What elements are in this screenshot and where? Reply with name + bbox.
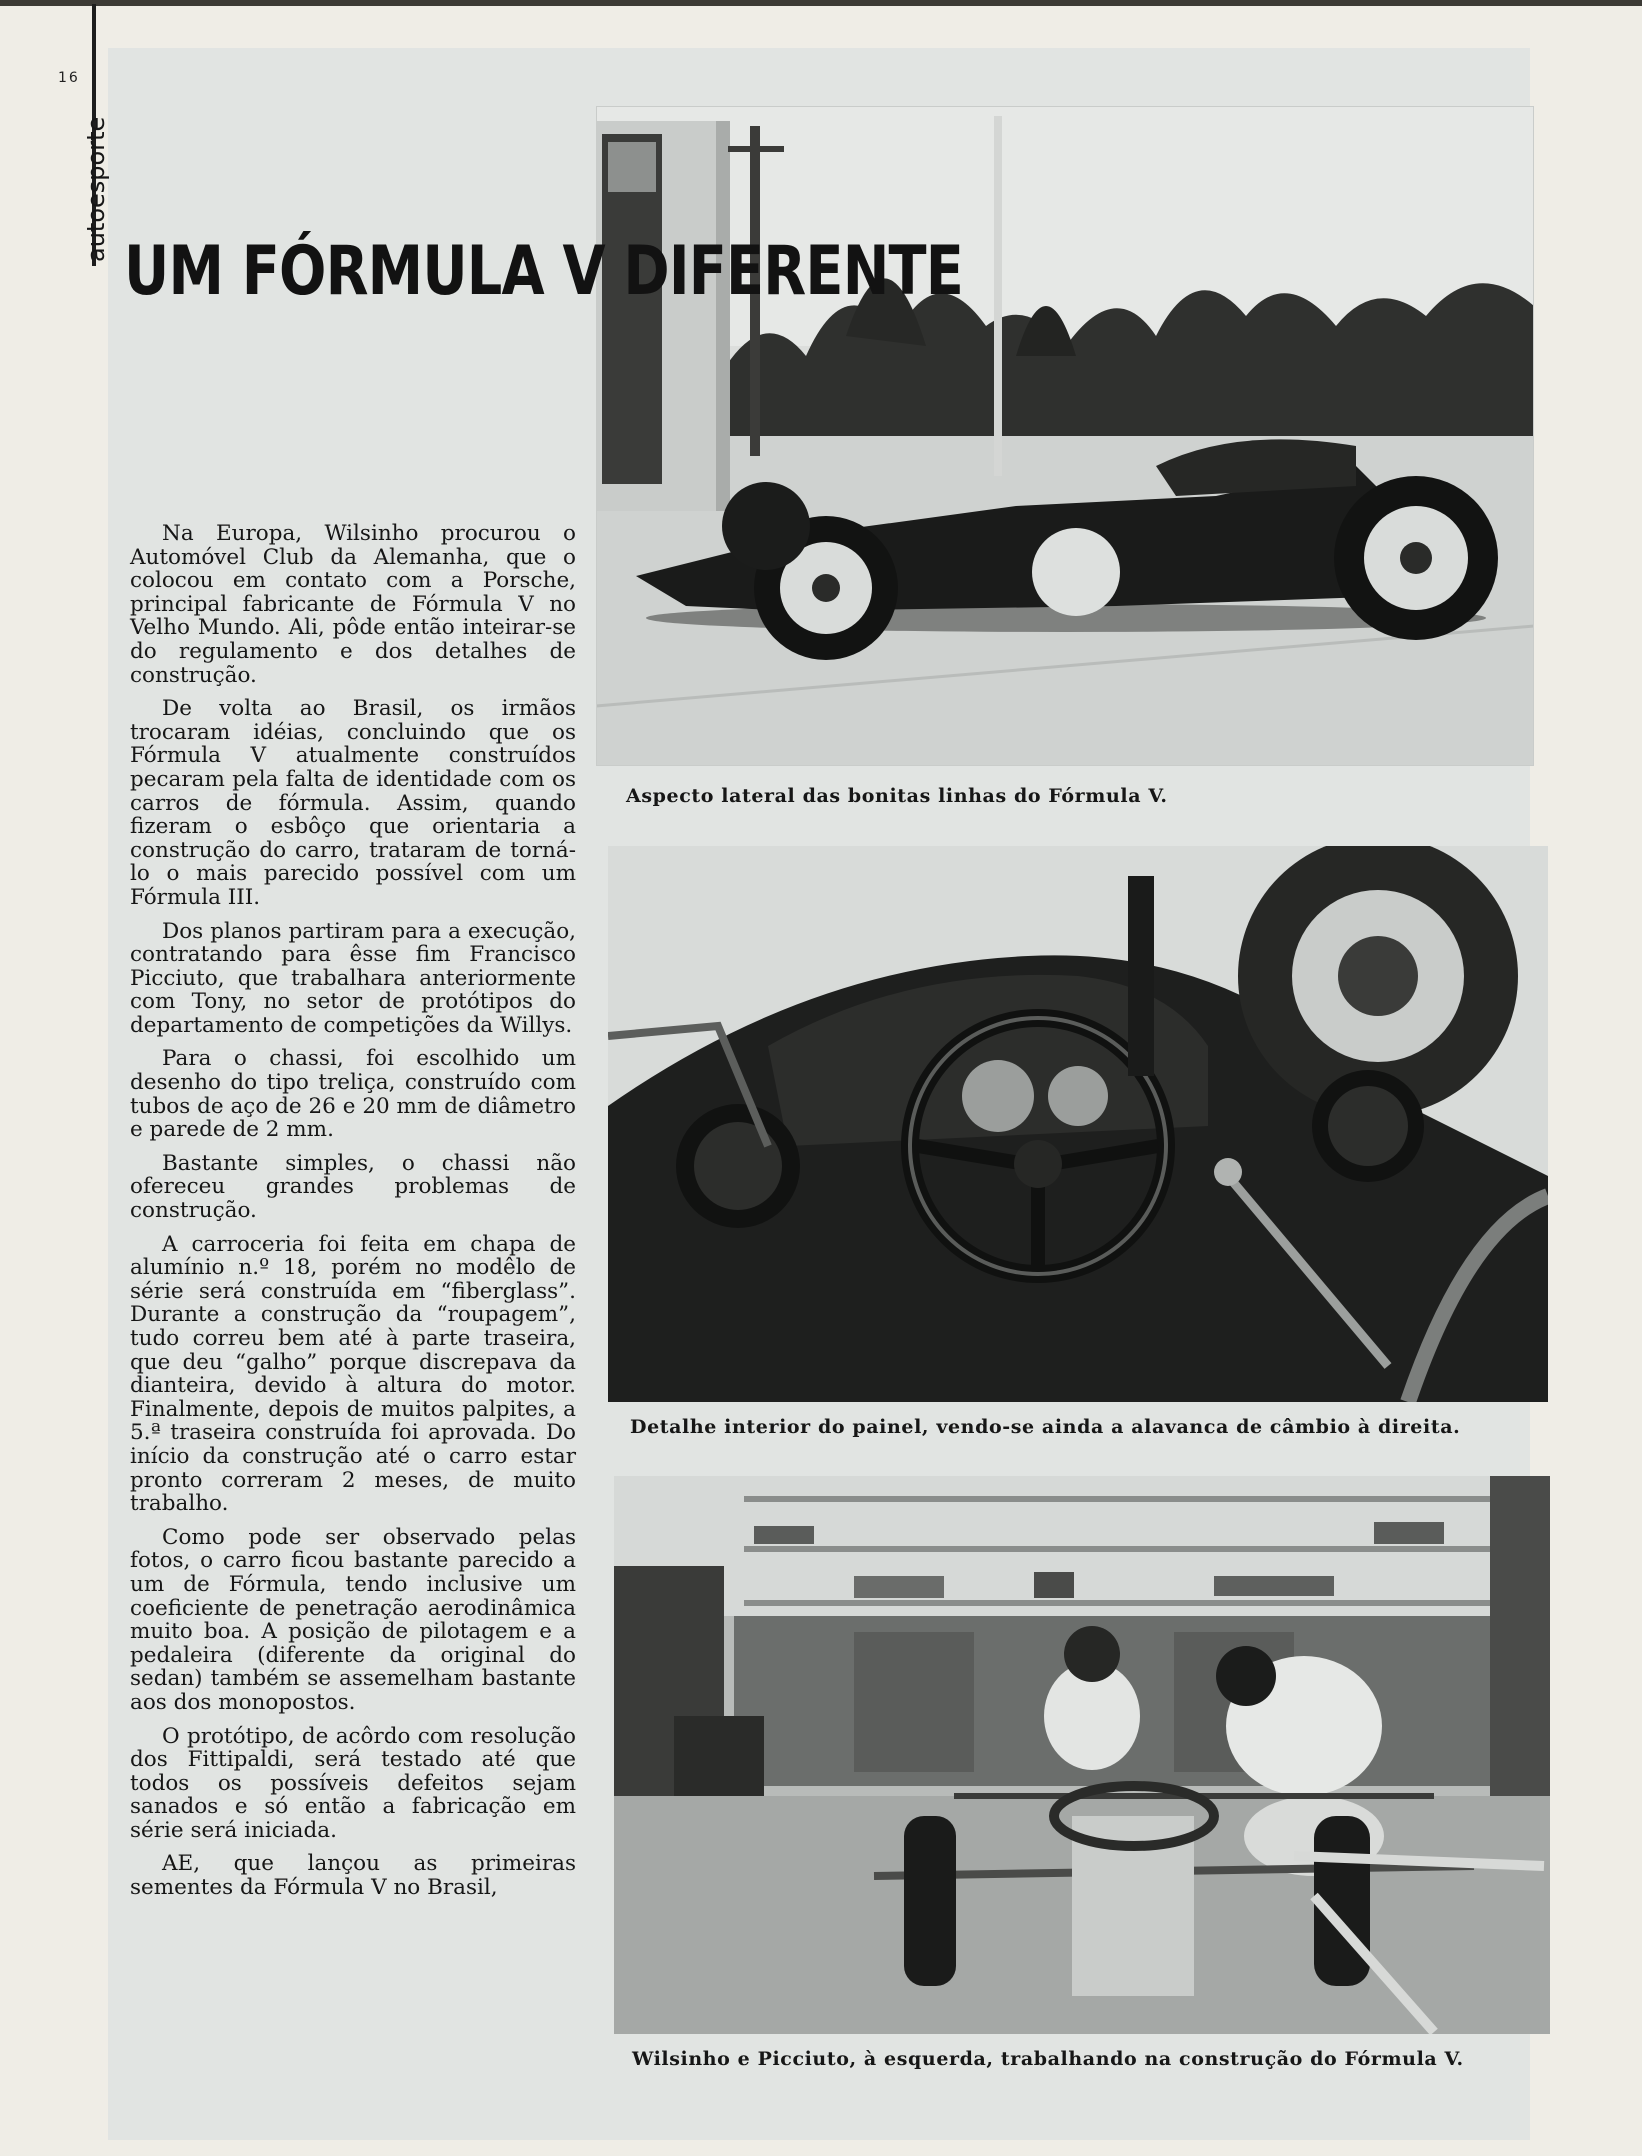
article-body xyxy=(130,522,576,1910)
page-top-border xyxy=(0,0,1642,6)
section-name: autoesporte xyxy=(82,116,110,262)
page-number: 16 xyxy=(58,70,80,86)
photo-workshop xyxy=(614,1476,1550,2034)
photo-caption: Aspecto lateral das bonitas linhas do Fórmula V. xyxy=(626,785,1168,807)
article-paragraph: Como pode ser observado pelas fotos, o carro ficou bastante parecido a um de Fórmula, tendo inclusive um coeficiente de penetração aerodinâmica muito boa. A posição de pilotagem e a pedaleira (diferente da original do sedan) também se assemelham bastante aos dos monopostos. xyxy=(130,1524,576,1715)
article-paragraph: Na Europa, Wilsinho procurou o Automóvel Club da Alemanha, que o colocou em contato com a Porsche, principal fabricante de Fórmula V no Velho Mundo. Ali, pôde então inteirar-se do regulamento e dos detalhes de construção. xyxy=(130,521,576,688)
photo-cockpit xyxy=(608,846,1548,1402)
article-paragraph: Dos planos partiram para a execução, contratando para êsse fim Francisco Picciuto, que trabalhara anteriormente com Tony, no setor de protótipos do departamento de competições da Willys. xyxy=(130,918,576,1038)
article-headline: UM FÓRMULA V DIFERENTE xyxy=(124,232,964,311)
article-paragraph: O protótipo, de acôrdo com resolução dos Fittipaldi, será testado até que todos os possíveis defeitos sejam sanados e só então a fabricação em série será iniciada. xyxy=(130,1723,576,1843)
article-paragraph: AE, que lançou as primeiras sementes da Fórmula V no Brasil, xyxy=(130,1851,576,1901)
photo-caption: Detalhe interior do painel, vendo-se ainda a alavanca de câmbio à direita. xyxy=(630,1416,1461,1438)
article-paragraph: De volta ao Brasil, os irmãos trocaram idéias, concluindo que os Fórmula V atualmente construídos pecaram pela falta de identidade com os carros de fórmula. Assim, quando fizeram o esbôço que orientaria a construção do carro, trataram de torná-lo o mais parecido possível com um Fórmula III. xyxy=(130,696,576,910)
photo-caption: Wilsinho e Picciuto, à esquerda, trabalhando na construção do Fórmula V. xyxy=(632,2048,1464,2070)
article-paragraph: A carroceria foi feita em chapa de alumínio n.º 18, porém no modêlo de série será construída em “fiberglass”. Durante a construção da “roupagem”, tudo correu bem até à parte traseira, que deu “galho” porque discrepava da dianteira, devido à altura do motor. Finalmente, depois de muitos palpites, a 5.ª traseira construída foi aprovada. Do início da construção até o carro estar pronto correram 2 meses, de muito trabalho. xyxy=(130,1231,576,1517)
article-paragraph: Bastante simples, o chassi não ofereceu grandes problemas de construção. xyxy=(130,1150,576,1224)
article-paragraph: Para o chassi, foi escolhido um desenho do tipo treliça, construído com tubos de aço de 26 e 20 mm de diâmetro e parede de 2 mm. xyxy=(130,1046,576,1143)
photo-car-side xyxy=(596,106,1534,766)
